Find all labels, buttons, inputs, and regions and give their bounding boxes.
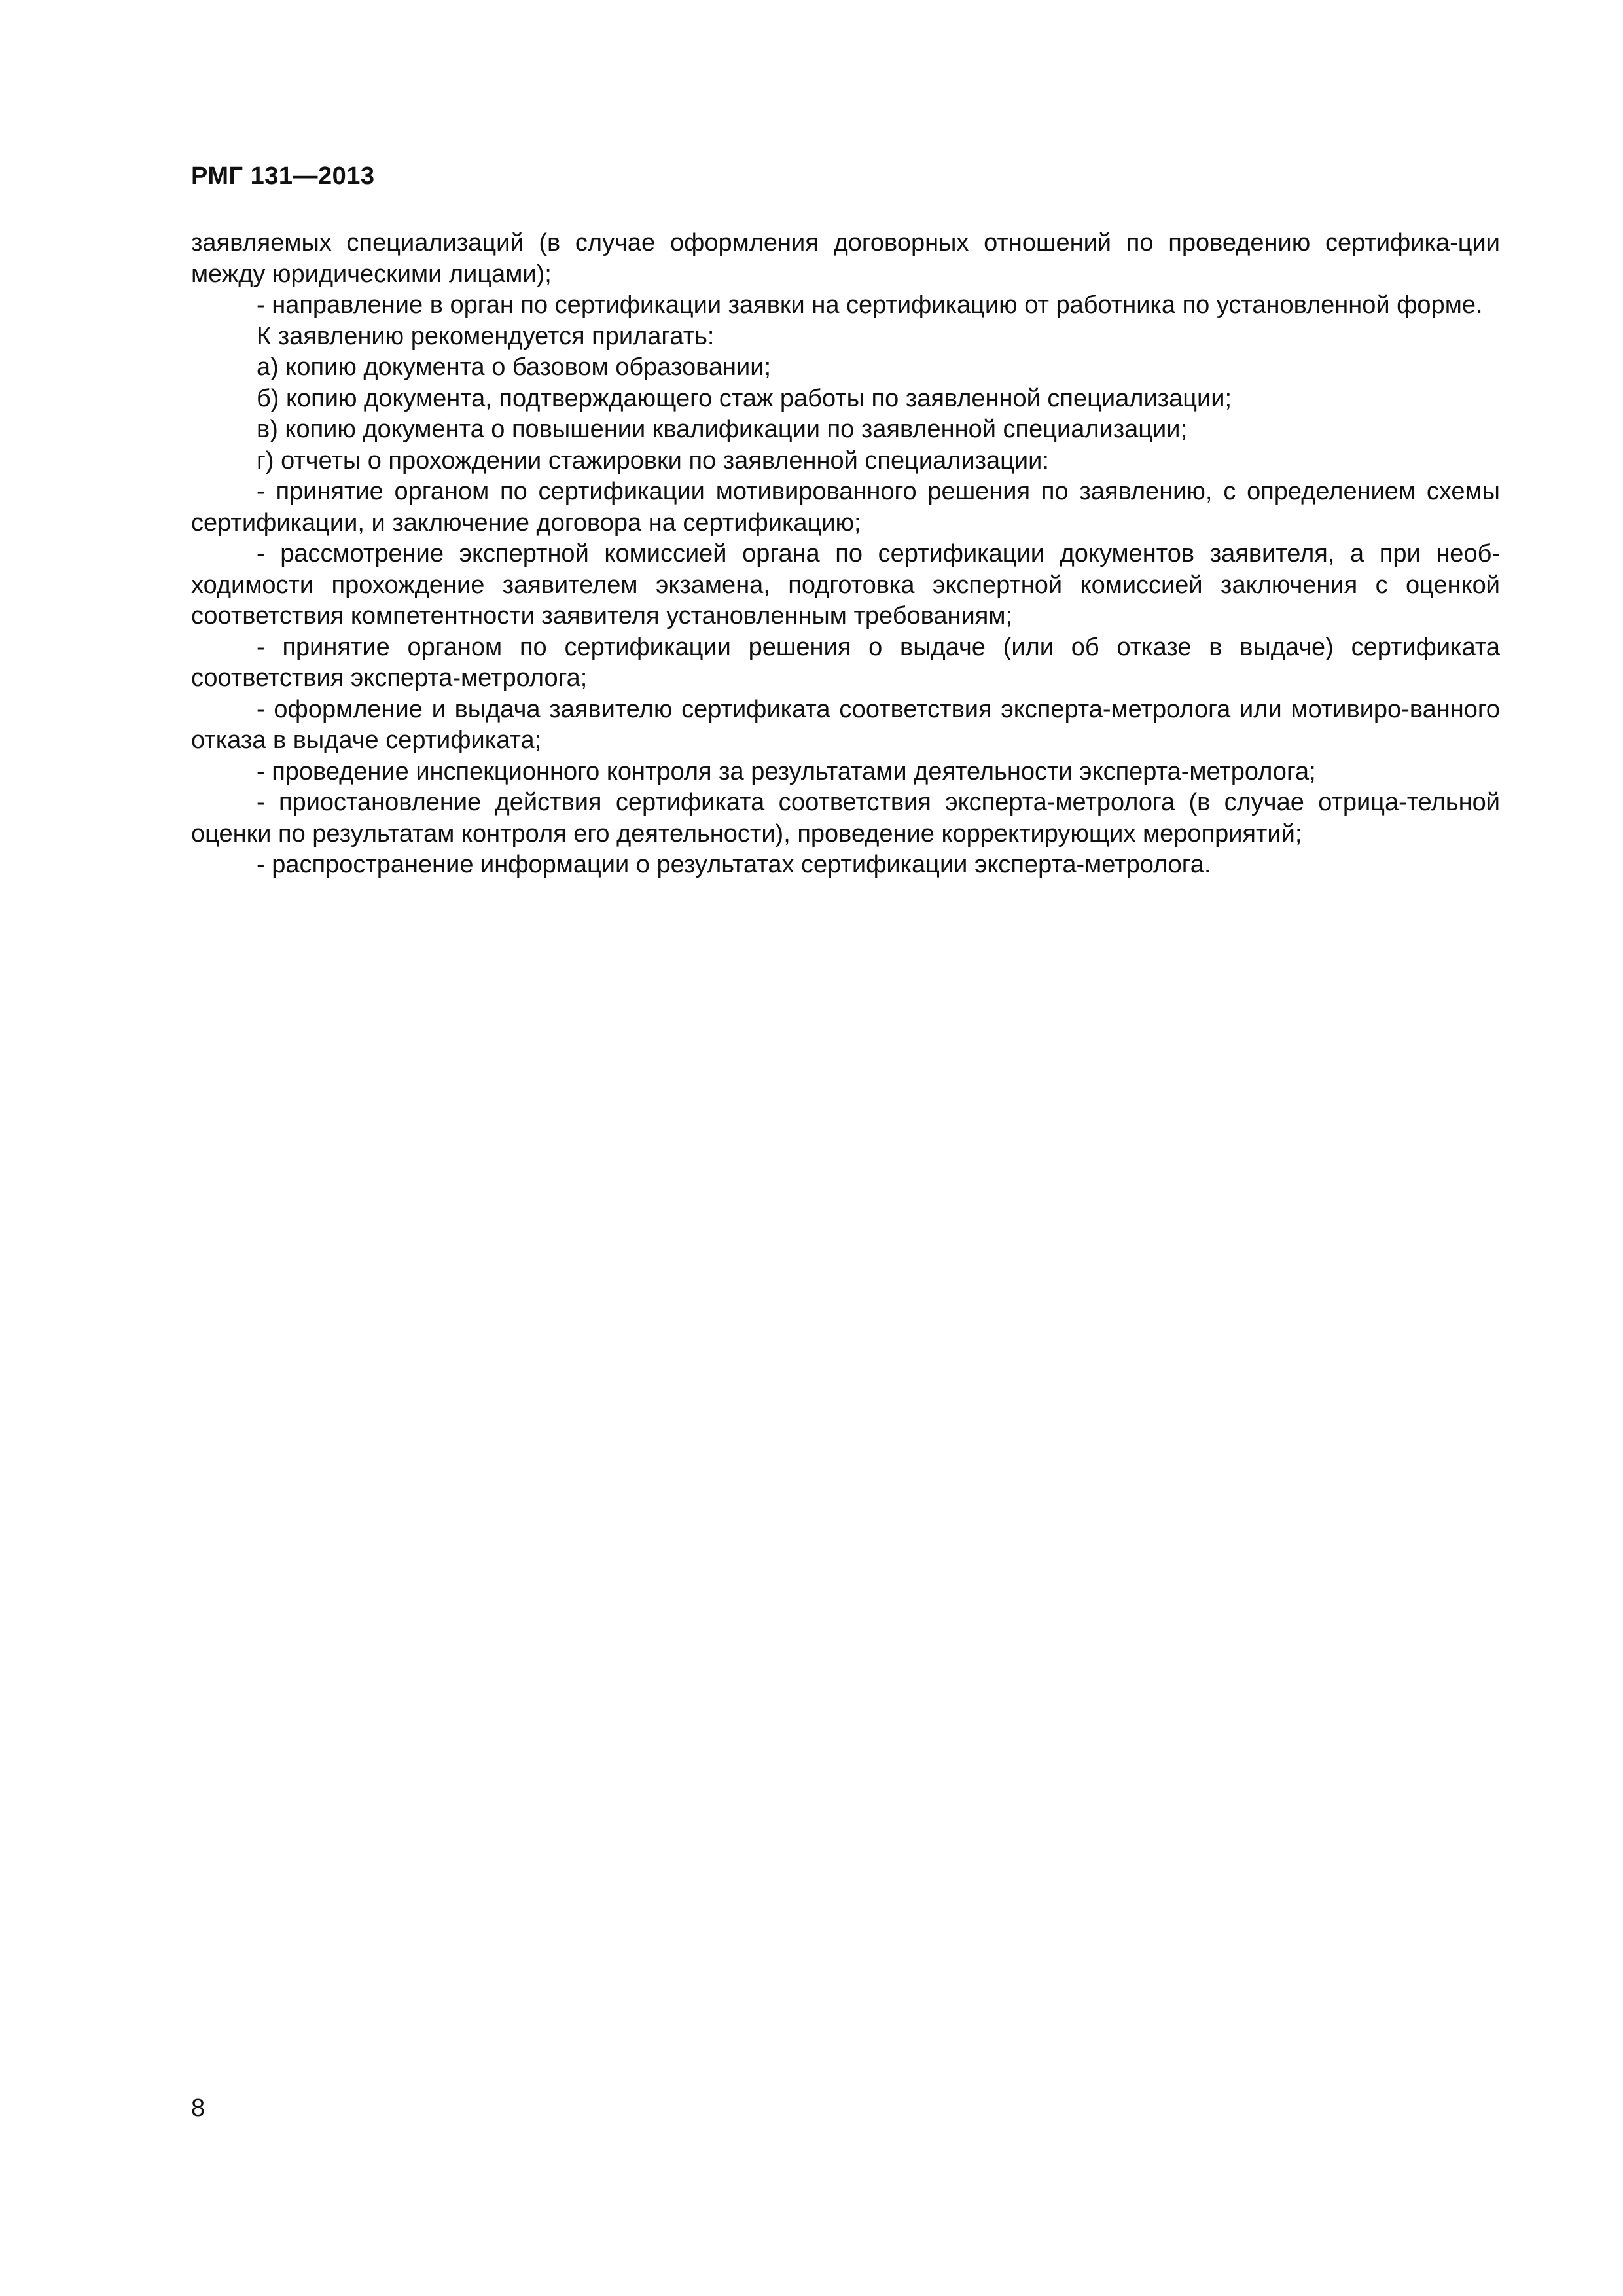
document-body xyxy=(191,228,1500,881)
list-item: г) отчеты о прохождении стажировки по заявленной специализации: xyxy=(257,446,1049,475)
page-number: 8 xyxy=(191,2094,205,2122)
paragraph: - распространение информации о результатах сертификации эксперта-метролога. xyxy=(257,851,1211,878)
paragraph: - принятие органом по сертификации решения о выдаче (или об отказе в выдаче) сертификата соответствия эксперта-метролога; xyxy=(191,633,1500,692)
paragraph: - приостановление действия сертификата соответствия эксперта-метролога (в случае отрица-тельной оценки по результатам контроля его деятельности), проведение корректирующих мероприятий; xyxy=(191,789,1500,848)
document-code: РМГ 131—2013 xyxy=(191,162,375,190)
paragraph: - направление в орган по сертификации заявки на сертификацию от работника по установленной форме. xyxy=(257,291,1483,319)
list-item: б) копию документа, подтверждающего стаж работы по заявленной специализации; xyxy=(257,384,1232,412)
list-item: в) копию документа о повышении квалификации по заявленной специализации; xyxy=(257,416,1188,443)
paragraph: - принятие органом по сертификации мотивированного решения по заявлению, с определением схемы сертификации, и заключение договора на сертификацию; xyxy=(191,478,1500,537)
paragraph: - рассмотрение экспертной комиссией органа по сертификации документов заявителя, а при необ-ходимости прохождение заявителем экзамена, подготовка экспертной комиссией заключения с оценкой соответствия компетентности заявителя установленным требованиям; xyxy=(191,540,1500,630)
list-item: а) копию документа о базовом образовании; xyxy=(257,353,771,381)
paragraph: - оформление и выдача заявителю сертификата соответствия эксперта-метролога или мотивиро-ванного отказа в выдаче сертификата; xyxy=(191,695,1500,754)
paragraph: К заявлению рекомендуется прилагать: xyxy=(257,322,715,350)
paragraph: - проведение инспекционного контроля за результатами деятельности эксперта-метролога; xyxy=(257,757,1316,785)
paragraph: заявляемых специализаций (в случае оформления договорных отношений по проведению сертифика-ции между юридическими лицами); xyxy=(191,229,1500,288)
